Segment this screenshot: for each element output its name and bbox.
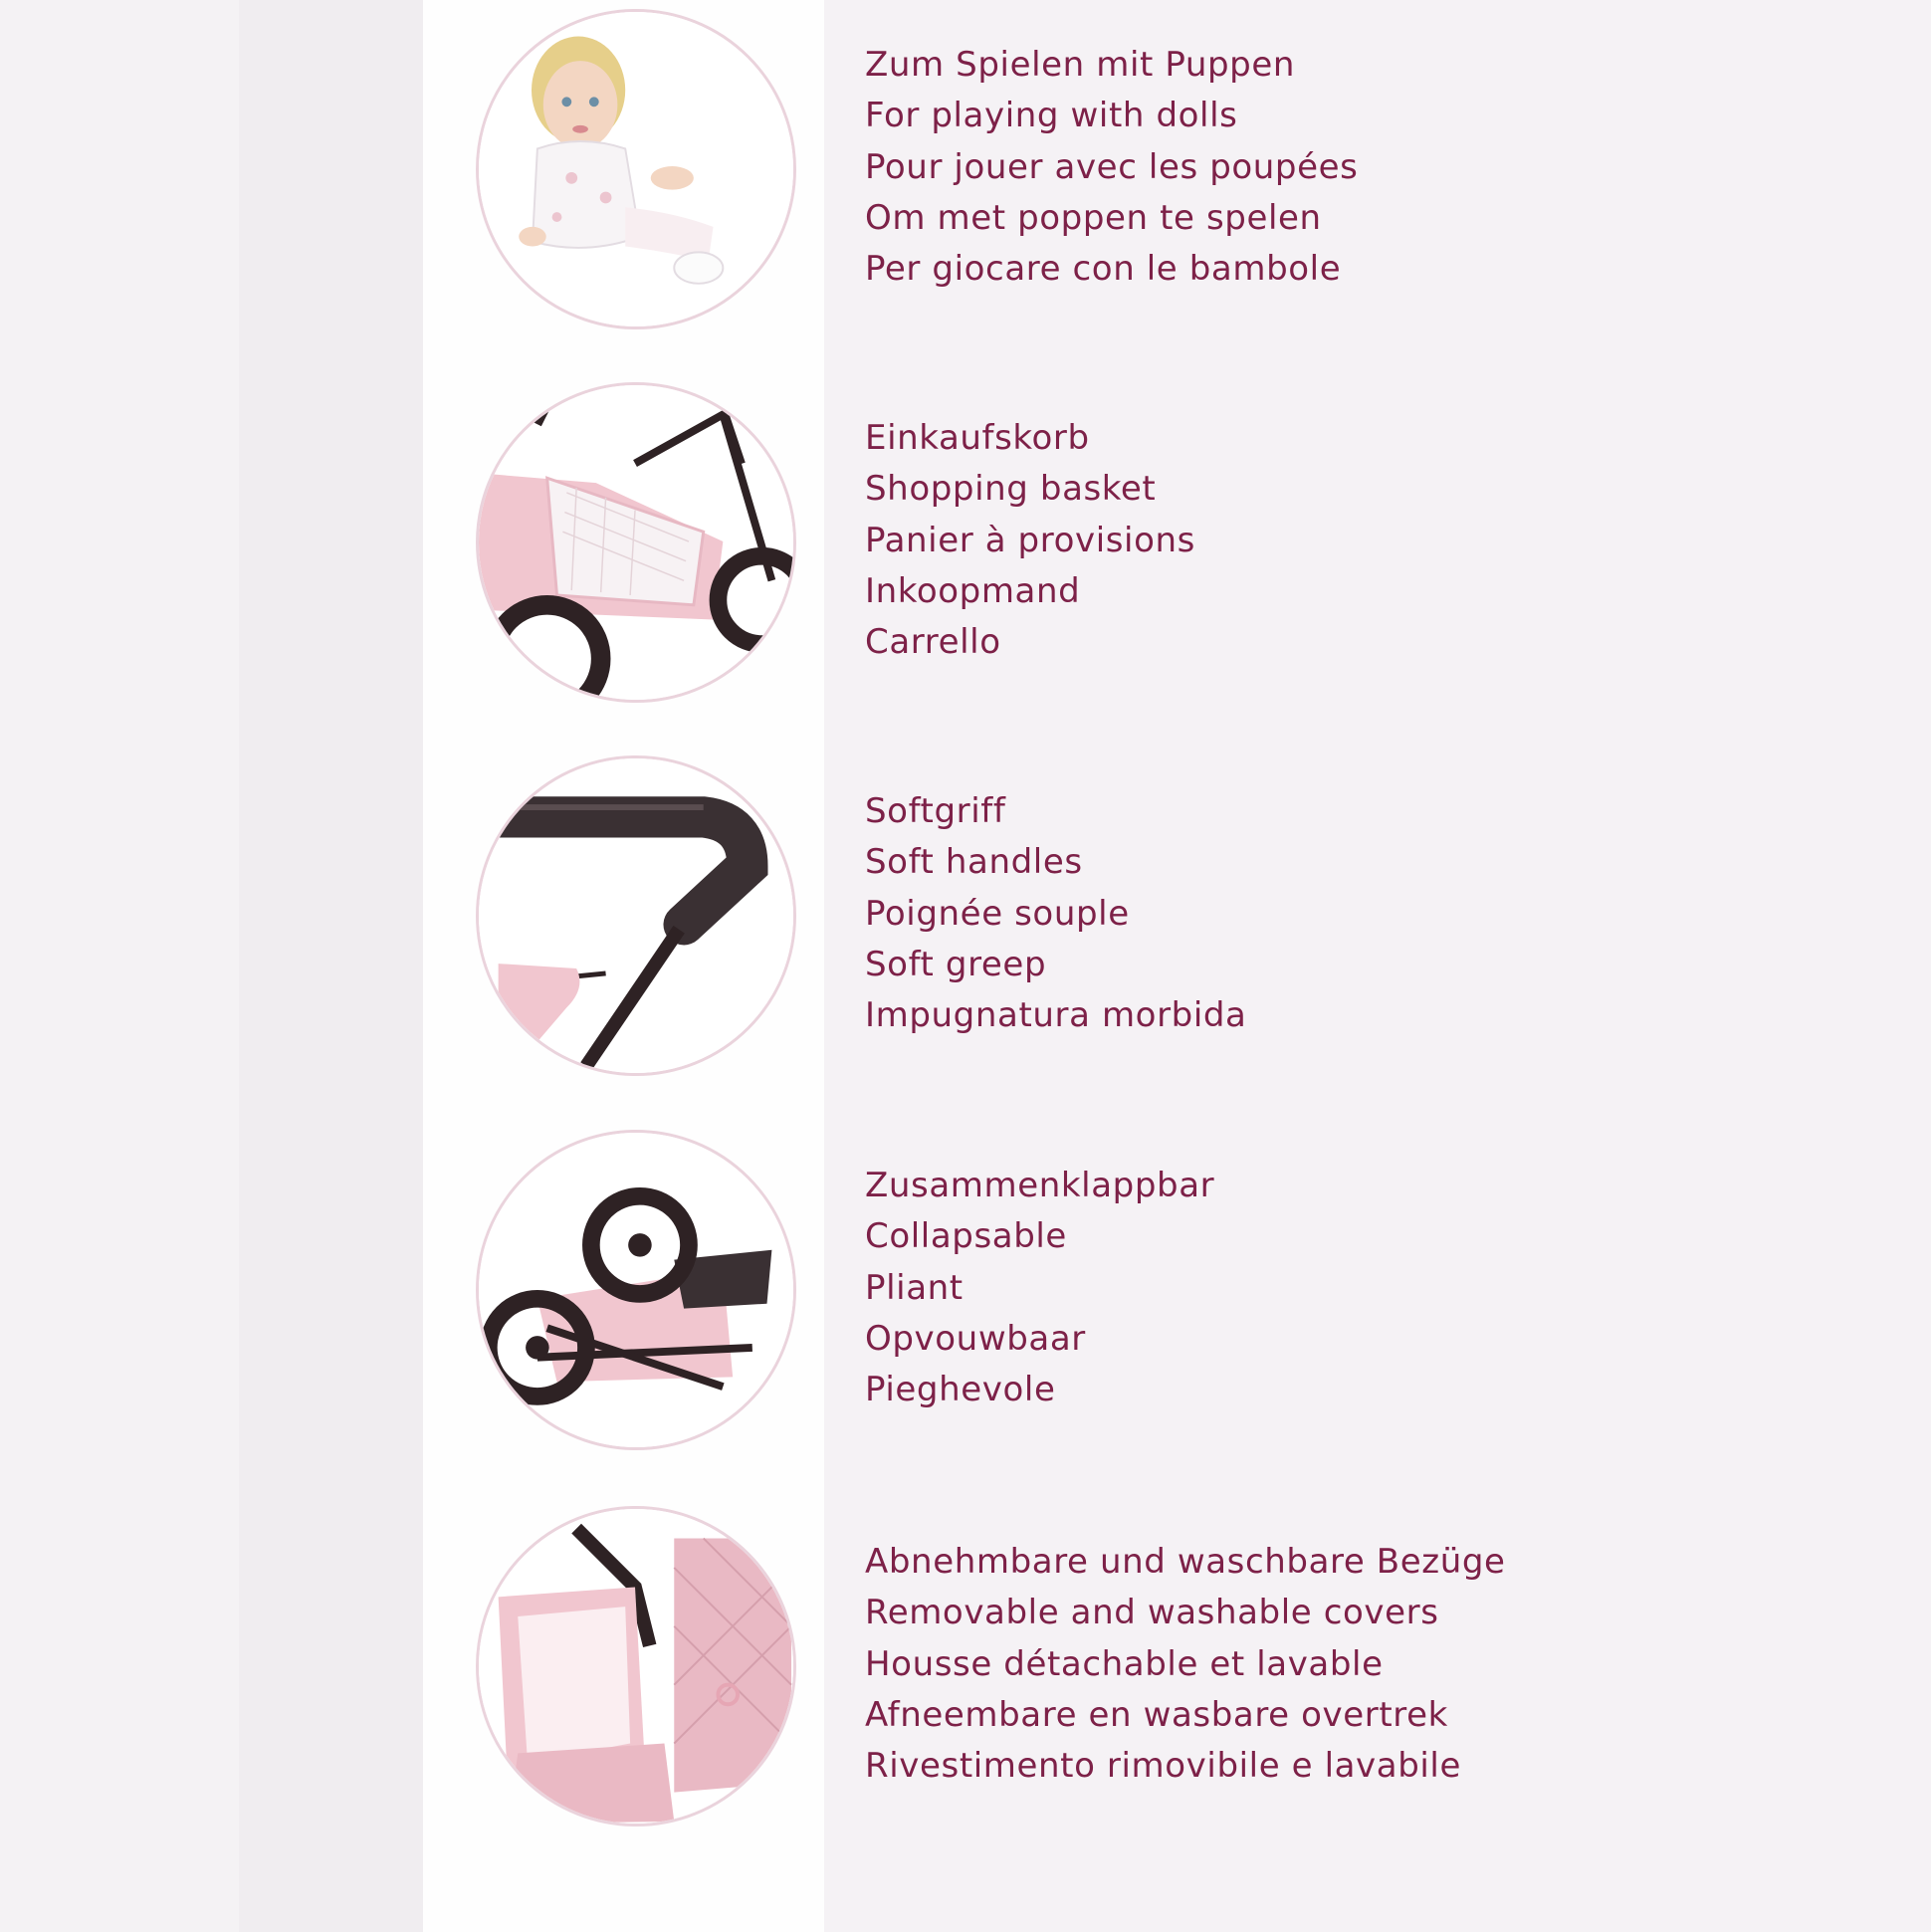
label-it: Per giocare con le bambole xyxy=(865,249,1342,290)
label-en: For playing with dolls xyxy=(865,96,1238,136)
soft-handle-photo-icon xyxy=(476,755,796,1076)
label-it: Pieghevole xyxy=(865,1370,1056,1410)
feature-labels xyxy=(865,786,1247,1041)
washable-cover-photo-icon xyxy=(476,1506,796,1826)
feature-shopping-basket xyxy=(0,373,1931,702)
label-fr: Housse détachable et lavable xyxy=(865,1643,1384,1684)
label-it: Rivestimento rimovibile e lavabile xyxy=(865,1746,1461,1787)
shopping-basket-photo-icon xyxy=(476,382,796,703)
label-fr: Poignée souple xyxy=(865,893,1130,934)
label-en: Removable and washable covers xyxy=(865,1593,1439,1633)
label-en: Soft handles xyxy=(865,842,1083,883)
folded-stroller-photo-icon xyxy=(476,1130,796,1450)
label-it: Carrello xyxy=(865,622,1001,663)
feature-collapsable xyxy=(0,1121,1931,1449)
label-nl: Opvouwbaar xyxy=(865,1318,1086,1359)
label-de: Abnehmbare und waschbare Bezüge xyxy=(865,1542,1506,1582)
label-en: Shopping basket xyxy=(865,469,1157,510)
feature-washable-covers xyxy=(0,1497,1931,1825)
feature-labels xyxy=(865,413,1195,668)
label-it: Impugnatura morbida xyxy=(865,995,1247,1036)
label-fr: Panier à provisions xyxy=(865,520,1195,560)
label-de: Einkaufskorb xyxy=(865,418,1090,458)
label-nl: Om met poppen te spelen xyxy=(865,197,1322,238)
feature-labels xyxy=(865,1161,1214,1415)
label-fr: Pour jouer avec les poupées xyxy=(865,146,1359,187)
feature-labels xyxy=(865,1537,1506,1792)
label-de: Softgriff xyxy=(865,791,1006,831)
feature-soft-handle xyxy=(0,747,1931,1075)
label-nl: Soft greep xyxy=(865,944,1047,984)
label-nl: Inkoopmand xyxy=(865,570,1081,611)
label-nl: Afneembare en wasbare overtrek xyxy=(865,1694,1448,1735)
label-de: Zusammenklappbar xyxy=(865,1166,1215,1205)
label-en: Collapsable xyxy=(865,1216,1067,1257)
doll-photo-icon xyxy=(476,9,796,329)
feature-doll xyxy=(0,0,1931,328)
feature-labels xyxy=(865,40,1358,295)
label-de: Zum Spielen mit Puppen xyxy=(865,45,1296,85)
label-fr: Pliant xyxy=(865,1267,964,1308)
